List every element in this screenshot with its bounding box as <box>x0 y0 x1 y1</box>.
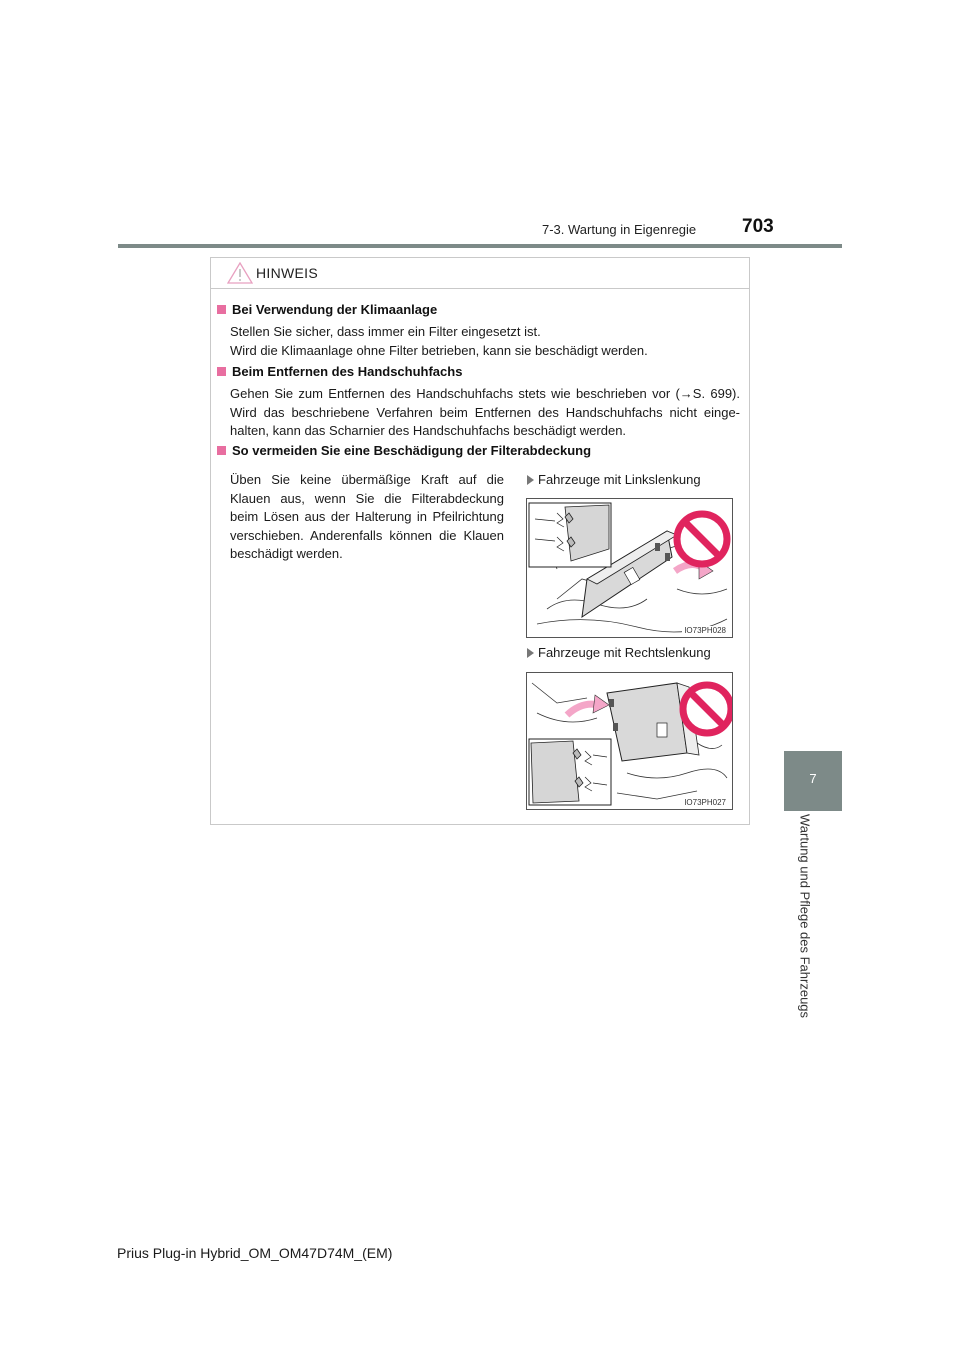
warning-triangle-icon <box>227 262 253 284</box>
chapter-side-title-text: Wartung und Pflege des Fahrzeugs <box>797 814 813 1019</box>
paragraph-klimaanlage: Stellen Sie sicher, dass immer ein Filter eingesetzt ist. Wird die Klimaanlage ohne Filter betrieben, kann sie beschädigt werden. <box>230 324 648 358</box>
figure-linkslenkung <box>526 498 733 638</box>
bullet-square-icon <box>217 367 226 376</box>
paragraph-handschuhfach: Gehen Sie zum Entfernen des Handschuhfachs stets wie beschrieben vor (→S. 699). Wird das beschriebene Verfahren beim Entfernen des Handschuhfachs nicht einge-halten, kann das Scharnier des Handschuhfachs beschädigt werden. <box>230 386 740 438</box>
header-divider <box>118 244 842 248</box>
paragraph-filterabdeckung: Üben Sie keine übermäßige Kraft auf die Klauen aus, wenn Sie die Filterabdeckung beim Lösen aus der Halterung in Pfeilrichtung verschieben. Anderenfalls können die Klauen beschädigt werden. <box>230 472 504 561</box>
chapter-side-title <box>753 814 873 1024</box>
filter-cover-illustration-lhd <box>527 499 732 637</box>
footer-document-id: Prius Plug-in Hybrid_OM_OM47D74M_(EM) <box>117 1245 393 1261</box>
section-heading-handschuhfach: Beim Entfernen des Handschuhfachs <box>217 364 462 379</box>
figure-code: IO73PH028 <box>684 626 726 635</box>
notice-box <box>210 257 750 825</box>
header-section-title: 7-3. Wartung in Eigenregie <box>542 222 697 237</box>
caption-arrow-icon <box>527 648 534 658</box>
section-heading-filterabdeckung: So vermeiden Sie eine Beschädigung der Filterabdeckung <box>217 443 591 458</box>
notice-title: HINWEIS <box>256 265 318 281</box>
page-number: 703 <box>742 216 774 237</box>
bullet-square-icon <box>217 305 226 314</box>
caption-arrow-icon <box>527 475 534 485</box>
bullet-square-icon <box>217 446 226 455</box>
chapter-tab[interactable]: 7 <box>784 751 842 811</box>
figure-caption-linkslenkung: Fahrzeuge mit Linkslenkung <box>527 472 701 487</box>
figure-caption-rechtslenkung: Fahrzeuge mit Rechtslenkung <box>527 645 711 660</box>
figure-rechtslenkung <box>526 672 733 810</box>
notice-header <box>211 258 749 289</box>
section-heading-klimaanlage: Bei Verwendung der Klimaanlage <box>217 302 437 317</box>
filter-cover-illustration-rhd <box>527 673 732 809</box>
figure-code: IO73PH027 <box>684 798 726 807</box>
